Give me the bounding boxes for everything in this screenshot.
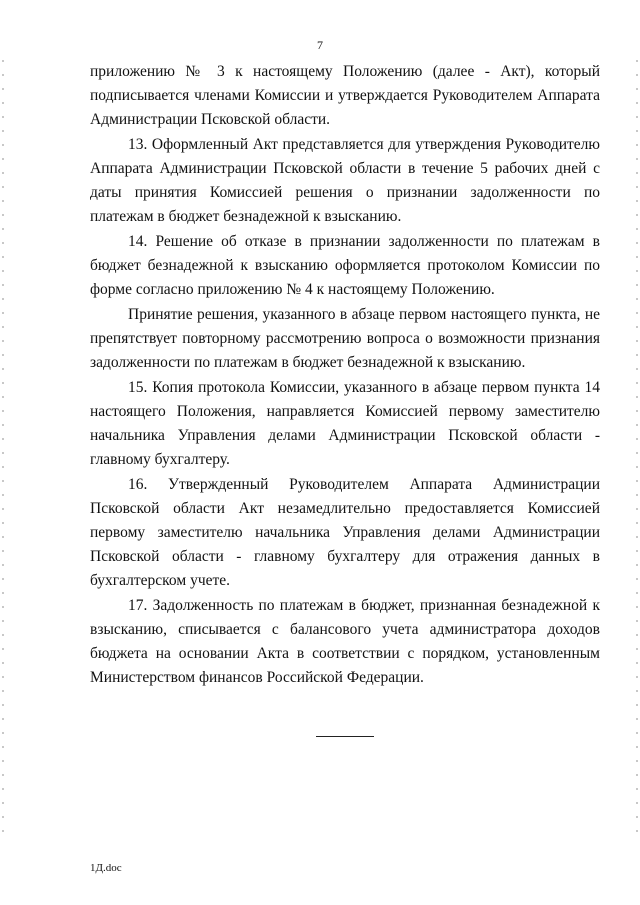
paragraph-item-13: 13. Оформленный Акт представляется для утверждения Руководителю Аппарата Администрации Псковской области в течение 5 рабочих дней с даты принятия Комиссией решения о признании задолженности по платежам в бюджет безнадежной к взысканию. — [90, 136, 600, 225]
paragraph-continued-item-12: приложению № 3 к настоящему Положению (далее - Акт), который подписывается членами Комиссии и утверждается Руководителем Аппарата Администрации Псковской области. — [90, 63, 600, 128]
paragraph-item-17: 17. Задолженность по платежам в бюджет, признанная безнадежной к взысканию, списывается с балансового учета администратора доходов бюджета на основании Акта в соответствии с порядком, установленным Министерством финансов Российской Федерации. — [90, 597, 600, 686]
paragraph-item-14: 14. Решение об отказе в признании задолженности по платежам в бюджет безнадежной к взысканию оформляется протоколом Комиссии по форме согласно приложению № 4 к настоящему Положению. — [90, 233, 600, 298]
paragraph-item-15: 15. Копия протокола Комиссии, указанного в абзаце первом пункта 14 настоящего Положения, направляется Комиссией первому заместителю начальника Управления делами Администрации Псковской области - главному бухгалтеру. — [90, 379, 600, 468]
scan-edge-marks-left — [2, 60, 4, 840]
document-body — [90, 60, 600, 691]
scan-edge-marks-right — [636, 60, 638, 840]
paragraph-item-14-second-part: Принятие решения, указанного в абзаце первом настоящего пункта, не препятствует повторному рассмотрению вопроса о возможности признания задолженности по платежам в бюджет безнадежной к взысканию. — [90, 306, 600, 371]
footer-filename: 1Д.doc — [90, 862, 122, 874]
paragraph-item-16: 16. Утвержденный Руководителем Аппарата Администрации Псковской области Акт незамедлительно предоставляется Комиссией первому заместителю начальника Управления делами Администрации Псковской области - главному бухгалтеру для отражения данных в бухгалтерском учете. — [90, 476, 600, 589]
end-of-text-rule — [316, 736, 374, 737]
page-number: 7 — [317, 38, 323, 52]
